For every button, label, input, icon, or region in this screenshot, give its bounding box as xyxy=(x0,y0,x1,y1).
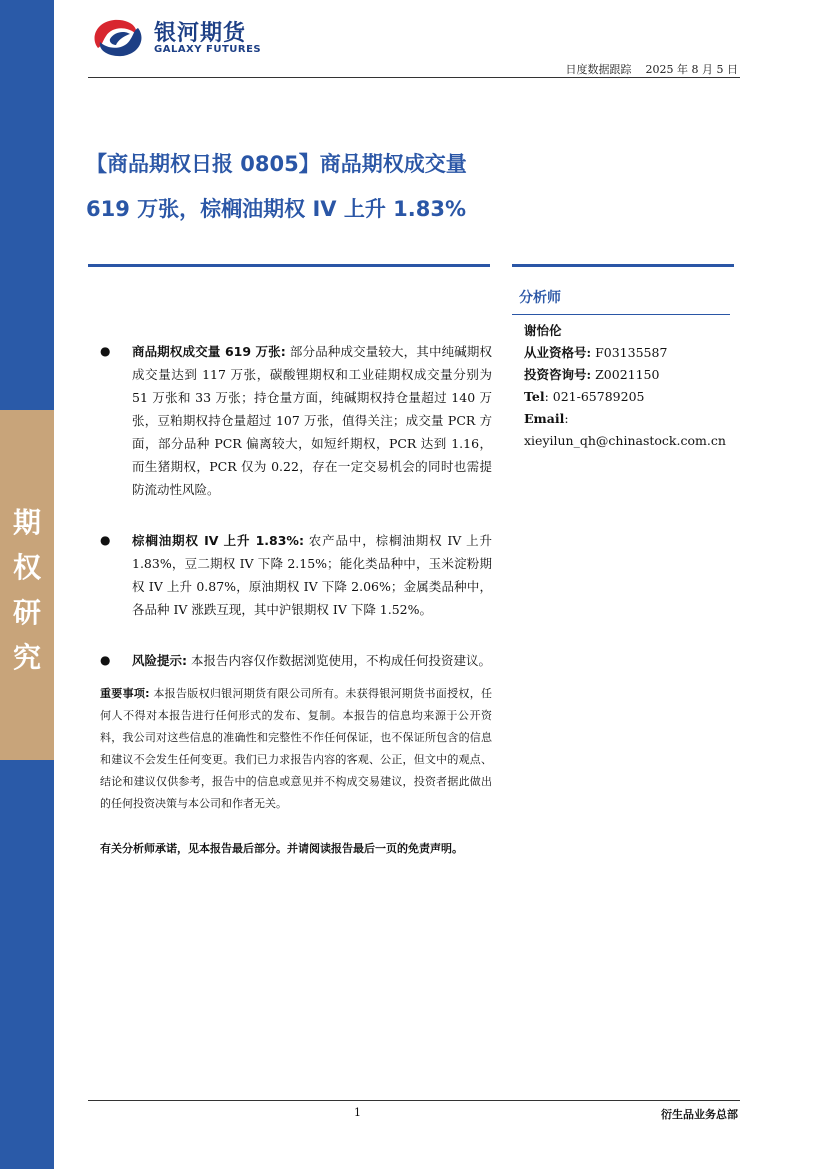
bullet-heading: 商品期权成交量 619 万张: xyxy=(132,344,286,359)
qualification-label: 从业资格号: xyxy=(524,345,592,360)
sidebar-label xyxy=(0,500,54,680)
galaxy-logo-icon xyxy=(88,14,148,60)
bullet-item xyxy=(100,529,492,621)
analyst-note: 有关分析师承诺，见本报告最后部分。并请阅读报告最后一页的免责声明。 xyxy=(100,842,463,855)
sidebar-char: 究 xyxy=(12,641,41,674)
report-meta xyxy=(566,61,738,77)
sidebar-char: 研 xyxy=(12,596,41,629)
analyst-section-label: 分析师 xyxy=(519,290,561,306)
bullet-dot-icon: ● xyxy=(100,533,111,547)
disclaimer-text: 本报告版权归银河期货有限公司所有。未获得银河期货书面授权，任何人不得对本报告进行任何形式的发布、复制。本报告的信息均来源于公开资料，我公司对这些信息的准确性和完整性不作任何保证，也不保证所包含的信息和建议不会发生任何变更。我们已力求报告内容的客观、公正，但文中的观点、结论和建议仅供参考，报告中的信息或意见并不构成交易建议，投资者据此做出的任何投资决策与本公司和作者无关。 xyxy=(100,687,492,810)
disclaimer xyxy=(100,683,492,815)
bullet-item xyxy=(100,649,492,672)
company-logo xyxy=(88,14,278,60)
report-date: 2025 年 8 月 5 日 xyxy=(645,63,738,76)
email-address[interactable]: xieyilun_qh@chinastock.com.cn xyxy=(524,433,726,448)
logo-text-en: GALAXY FUTURES xyxy=(154,44,262,55)
sidebar-char: 期 xyxy=(12,506,41,539)
header-divider xyxy=(88,77,740,78)
summary-bullets xyxy=(100,340,492,672)
analyst-top-divider xyxy=(512,264,734,267)
sidebar-char: 权 xyxy=(12,551,41,584)
bullet-item xyxy=(100,340,492,501)
report-type: 日度数据跟踪 xyxy=(565,63,632,76)
analyst-name: 谢怡伦 xyxy=(524,323,562,338)
bullet-text: 农产品中，棕榈油期权 IV 上升 1.83%，豆二期权 IV 下降 2.15%；能化类品种中，玉米淀粉期权 IV 上升 0.87%，原油期权 IV 下降 2.06%；金属类品种中，各品种 IV 涨跌互现，其中沪银期权 IV 下降 1.52%。 xyxy=(132,533,492,617)
footer-divider xyxy=(88,1100,740,1101)
title-divider xyxy=(88,264,490,267)
bullet-text: 本报告内容仅作数据浏览使用，不构成任何投资建议。 xyxy=(187,653,491,668)
email-label: Email xyxy=(524,411,565,426)
tel-label: Tel xyxy=(524,389,545,404)
footer-department: 衍生品业务总部 xyxy=(661,1108,738,1121)
analyst-divider xyxy=(512,314,730,315)
page-number: 1 xyxy=(354,1106,361,1119)
email-separator: : xyxy=(564,411,569,426)
bullet-text: 部分品种成交量较大，其中纯碱期权成交量达到 117 万张，碳酸锂期权和工业硅期权成交量分别为 51 万张和 33 万张；持仓量方面，纯碱期权持仓量超过 140 万张，豆粕期权持仓量超过 107 万张，值得关注；成交量 PCR 方面，部分品种 PCR 偏离较大，如短纤期权，PCR 达到 1.16，而生猪期权，PCR 仅为 0.22，存在一定交易机会的同时也需提防流动性风险。 xyxy=(132,344,492,497)
disclaimer-heading: 重要事项: xyxy=(100,687,150,700)
tel-number: : 021-65789205 xyxy=(544,389,645,404)
consulting-number: Z0021150 xyxy=(591,367,660,382)
logo-text-cn: 银河期货 xyxy=(154,21,247,46)
bullet-dot-icon: ● xyxy=(100,653,111,667)
consulting-label: 投资咨询号: xyxy=(524,367,592,382)
qualification-number: F03135587 xyxy=(591,345,668,360)
bullet-heading: 棕榈油期权 IV 上升 1.83%: xyxy=(132,533,304,548)
bullet-dot-icon: ● xyxy=(100,344,111,358)
report-title: 【商品期权日报 0805】商品期权成交量 619 万张，棕榈油期权 IV 上升 1.83% xyxy=(86,152,467,221)
analyst-info xyxy=(524,320,726,452)
bullet-heading: 风险提示: xyxy=(132,653,187,668)
